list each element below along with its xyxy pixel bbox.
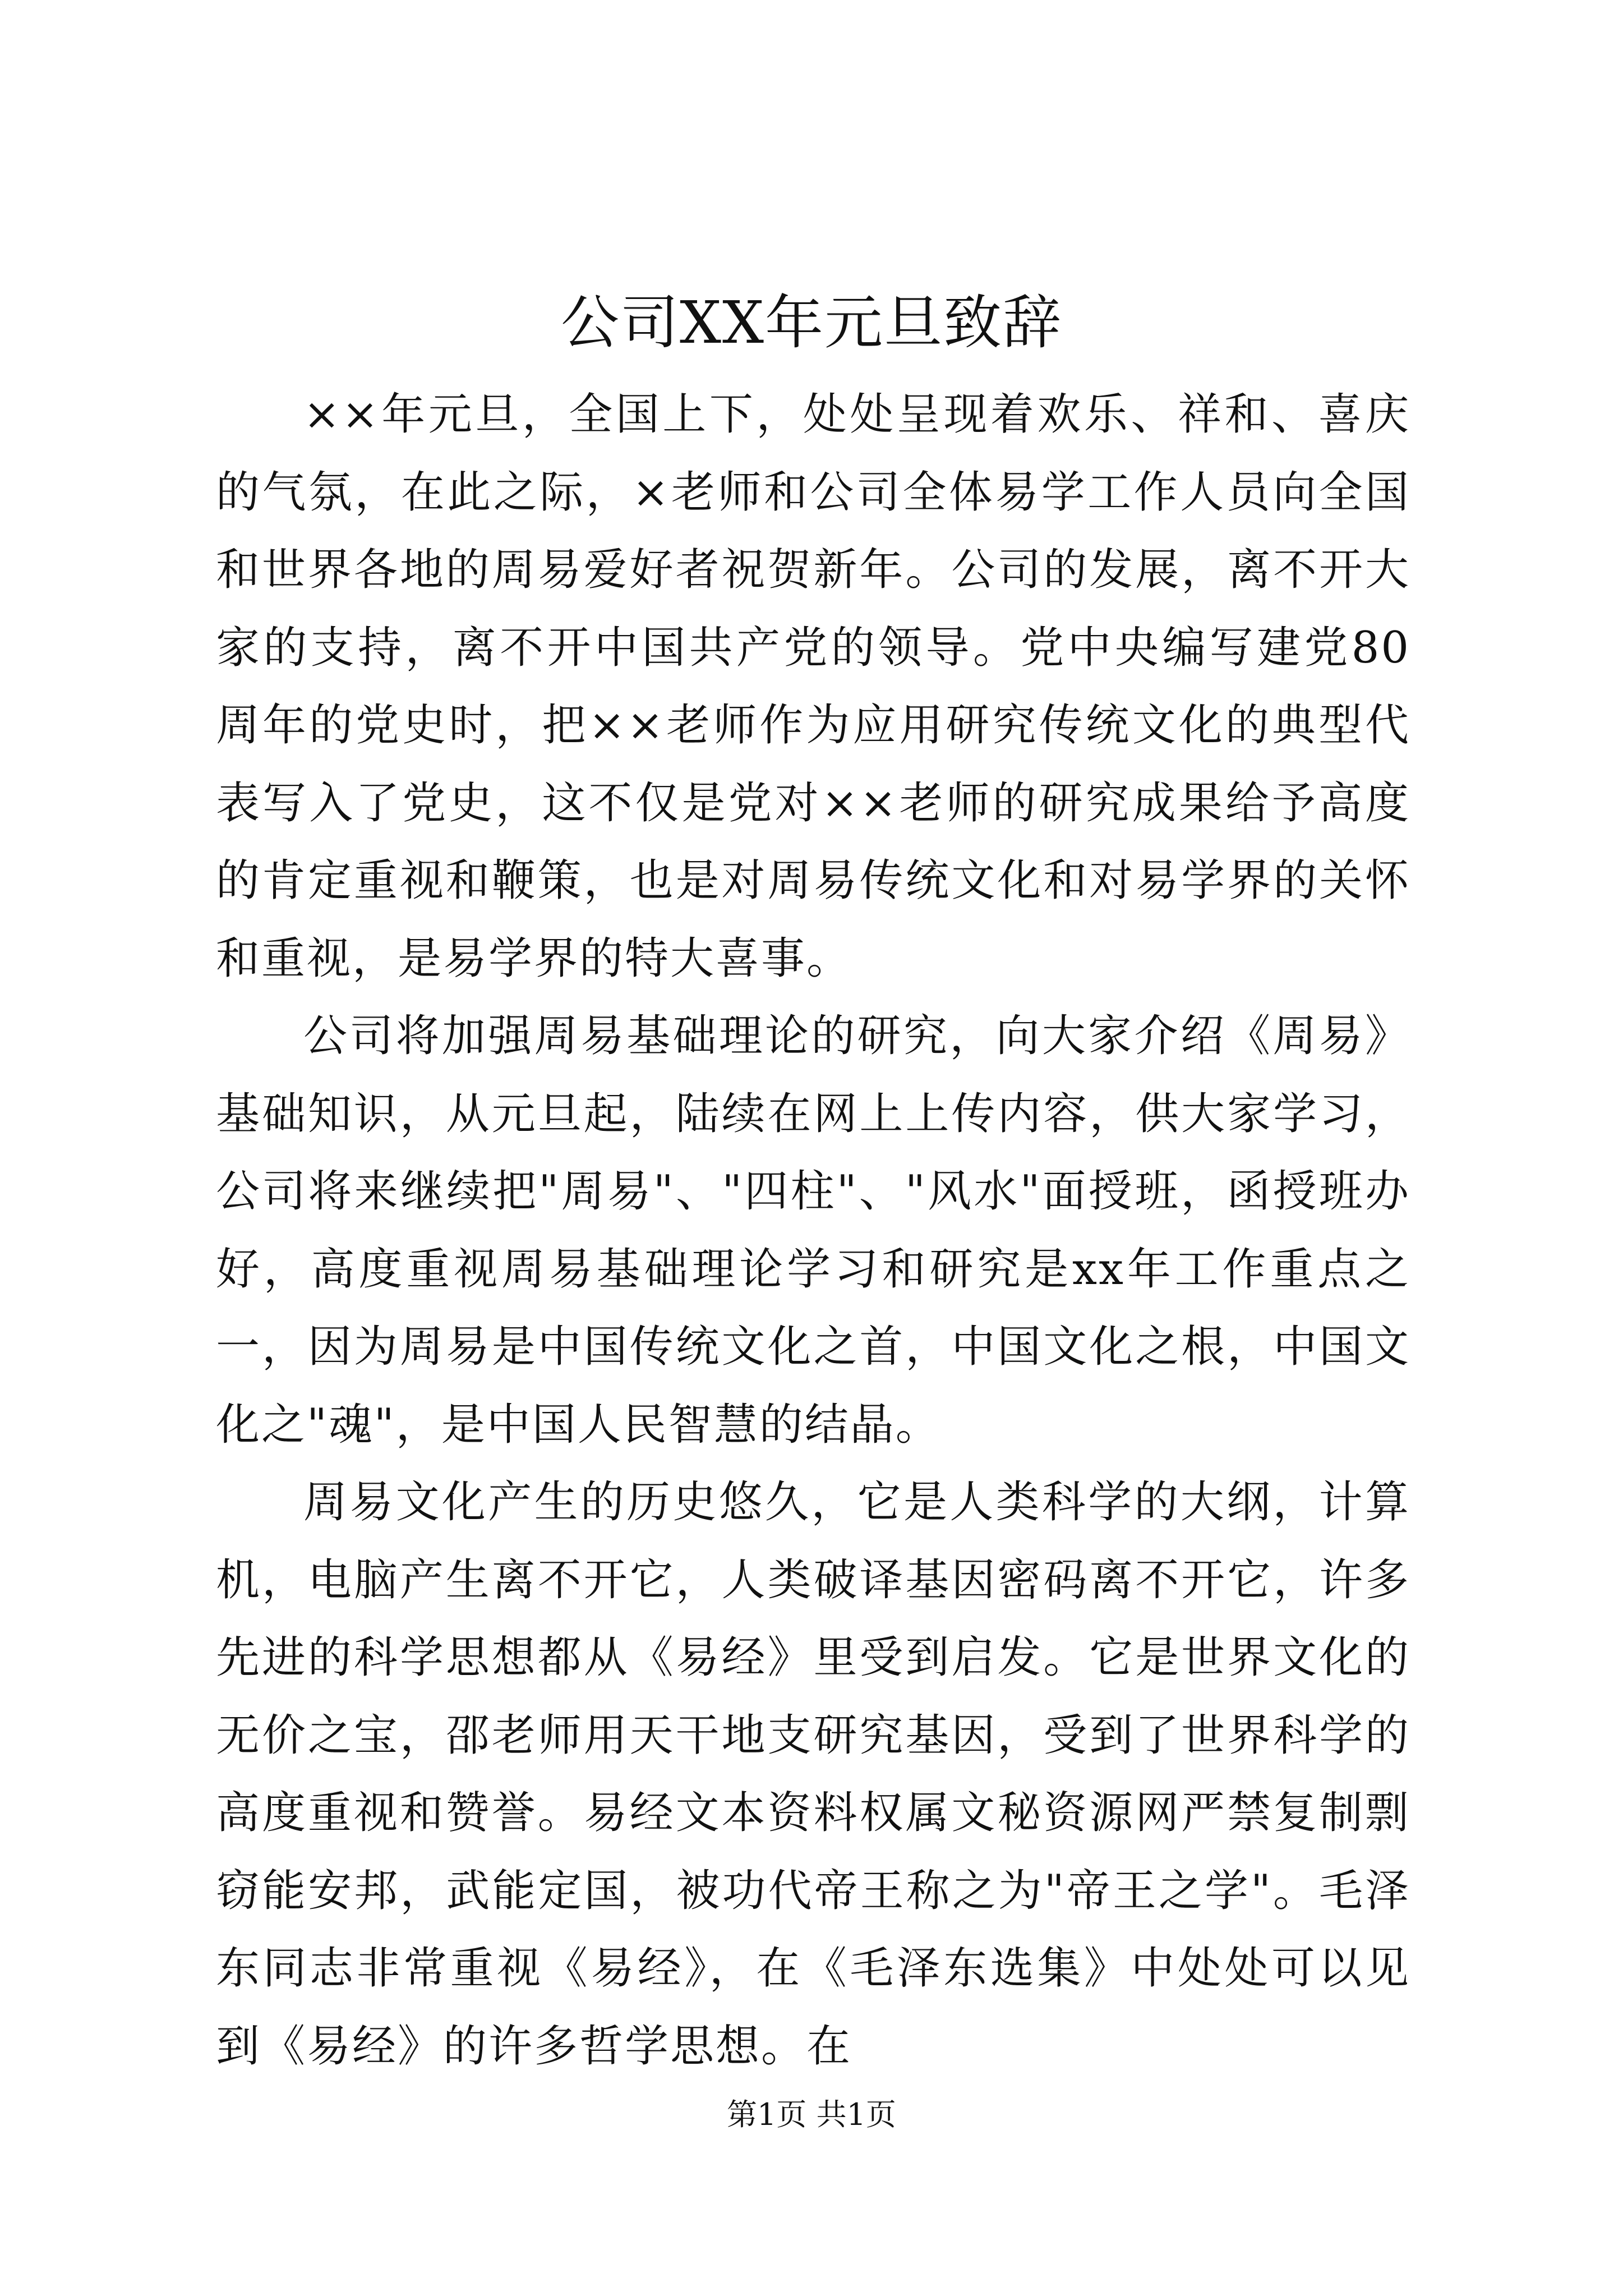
document-body	[216, 376, 1410, 2085]
paragraph-1: ××年元旦，全国上下，处处呈现着欢乐、祥和、喜庆的气氛，在此之际，×老师和公司全体易学工作人员向全国和世界各地的周易爱好者祝贺新年。公司的发展，离不开大家的支持，离不开中国共产党的领导。党中央编写建党80周年的党史时，把××老师作为应用研究传统文化的典型代表写入了党史，这不仅是党对××老师的研究成果给予高度的肯定重视和鞭策，也是对周易传统文化和对易学界的关怀和重视，是易学界的特大喜事。	[216, 389, 1410, 984]
document-title: 公司XX年元旦致辞	[560, 288, 1063, 357]
paragraph-3: 周易文化产生的历史悠久，它是人类科学的大纲，计算机，电脑产生离不开它，人类破译基因密码离不开它，许多先进的科学思想都从《易经》里受到启发。它是世界文化的无价之宝，邵老师用天干地支研究基因，受到了世界科学的高度重视和赞誉。易经文本资料权属文秘资源网严禁复制剽窃能安邦，武能定国，被功代帝王称之为"帝王之学"。毛泽东同志非常重视《易经》，在《毛泽东选集》中处处可以见到《易经》的许多哲学思想。在	[216, 1477, 1410, 2072]
paragraph-2: 公司将加强周易基础理论的研究，向大家介绍《周易》基础知识，从元旦起，陆续在网上上传内容，供大家学习，公司将来继续把"周易"、"四柱"、"风水"面授班，函授班办好，高度重视周易基础理论学习和研究是xx年工作重点之一，因为周易是中国传统文化之首，中国文化之根，中国文化之"魂"，是中国人民智慧的结晶。	[216, 1011, 1410, 1450]
page-footer: 第1页 共1页	[727, 2097, 896, 2132]
